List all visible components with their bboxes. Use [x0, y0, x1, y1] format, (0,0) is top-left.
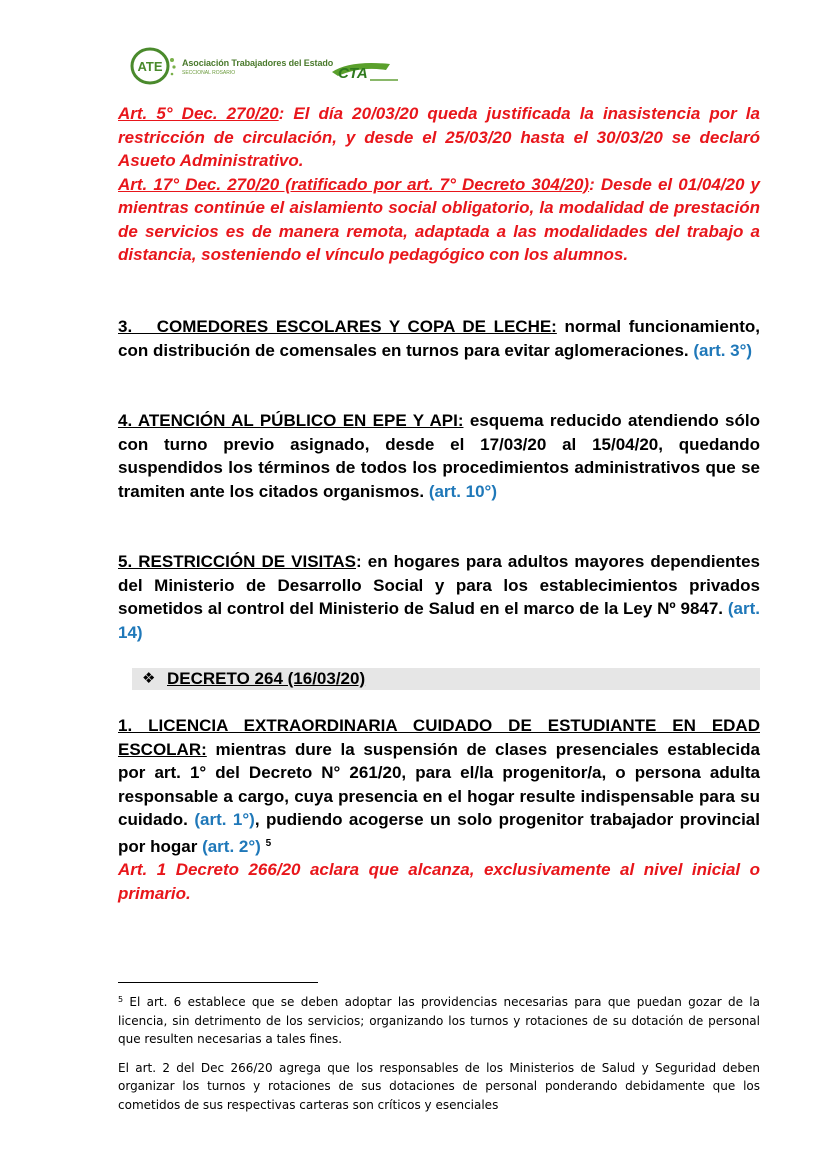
footnote-separator [118, 982, 318, 983]
item5-heading: 5. RESTRICCIÓN DE VISITAS [118, 552, 357, 571]
item-5 [118, 550, 760, 644]
item4-text: esquema reducido atendiendo sólo con turno previo asignado, desde el 17/03/20 al 15/04/20, quedando suspendidos los términos de todos los procedimientos administrativos que se tramiten ante los citados organismos. [118, 411, 760, 501]
ate-logo [130, 46, 178, 86]
footnotes [118, 991, 760, 1114]
page-header [130, 46, 600, 90]
item-1-licencia [118, 714, 760, 905]
item1-paragraph [118, 714, 760, 858]
item1-heading: 1. LICENCIA EXTRAORDINARIA CUIDADO DE ESTUDIANTE EN EDAD ESCOLAR: [118, 716, 760, 759]
art17-paragraph [118, 173, 760, 267]
item1-text2: , pudiendo acogerse un solo progenitor trabajador provincial por hogar [118, 810, 760, 856]
footnote-1-text: El art. 6 establece que se deben adoptar las providencias necesarias para que puedan gozar de la licencia, sin detrimento de los servicios; organizando los turnos y rotaciones de su dotación de personal que resulten necesarias a tales fines. [118, 995, 760, 1046]
item4-ref: (art. 10°) [428, 481, 498, 501]
item-4 [118, 409, 760, 503]
item3-heading: 3. COMEDORES ESCOLARES Y COPA DE LECHE: [118, 317, 557, 336]
footnote-marker: 5 [265, 837, 272, 849]
item3-paragraph [118, 315, 760, 362]
item3-ref: (art. 3°) [693, 340, 753, 360]
item1-ref2: (art. 2°) [202, 836, 261, 856]
item5-ref: (art. 14) [118, 599, 760, 642]
decreto-264-title: DECRETO 264 (16/03/20) [167, 669, 366, 688]
diamond-bullet-icon: ❖ [142, 670, 156, 687]
org-subtitle: SECCIONAL ROSARIO [182, 70, 236, 76]
item4-heading: 4. ATENCIÓN AL PÚBLICO EN EPE Y API: [118, 411, 464, 430]
org-name: Asociación Trabajadores del Estado [182, 58, 334, 68]
item1-ref1: (art. 1°) [194, 810, 255, 829]
art5-text: : El día 20/03/20 queda justificada la inasistencia por la restricción de circulación, y desde el 25/03/20 hasta el 30/03/20 se declaró Asueto Administrativo. [118, 104, 760, 170]
cta-logo [330, 58, 400, 84]
art17-label: Art. 17° Dec. 270/20 (ratificado por art. 7° Decreto 304/20) [118, 174, 590, 194]
decreto-264-heading-bar [132, 668, 760, 690]
cta-logo-text: CTA [338, 65, 368, 82]
item3-text: normal funcionamiento, con distribución de comensales en turnos para evitar aglomeraciones. [118, 317, 760, 360]
ate-logo-text: ATE [137, 59, 163, 74]
footnote-2: El art. 2 del Dec 266/20 agrega que los responsables de los Ministerios de Salud y Seguridad deben organizar los turnos y rotaciones de sus dotaciones de personal ponderando debidamente que los cometidos de sus respectivas carteras son críticos y esenciales [118, 1060, 760, 1112]
footnote-1 [118, 991, 760, 1049]
item5-paragraph [118, 550, 760, 644]
item1-text1: mientras dure la suspensión de clases presenciales establecida por art. 1° del Decreto N° 261/20, para el/la progenitor/a, o persona adulta responsable a cargo, cuya presencia en el hogar resulte indispensable para su cuidado. [118, 739, 760, 829]
block-art5-art17 [118, 102, 760, 267]
item-3 [118, 315, 760, 362]
art5-label: Art. 5° Dec. 270/20 [118, 104, 279, 123]
footnote-1-mark: 5 [118, 995, 124, 1004]
art5-paragraph [118, 102, 760, 173]
item1-red-note: Art. 1 Decreto 266/20 aclara que alcanza, exclusivamente al nivel inicial o primario. [118, 860, 760, 903]
item5-text: : en hogares para adultos mayores dependientes del Ministerio de Desarrollo Social y para los establecimientos privados sometidos al control del Ministerio de Salud en el marco de la Ley Nº 9847. [118, 552, 760, 618]
art17-text: : Desde el 01/04/20 y mientras continúe el aislamiento social obligatorio, la modalidad de prestación de servicios es de manera remota, adaptada a las modalidades del trabajo a distancia, sosteniendo el vínculo pedagógico con los alumnos. [118, 174, 760, 264]
item4-paragraph [118, 409, 760, 503]
